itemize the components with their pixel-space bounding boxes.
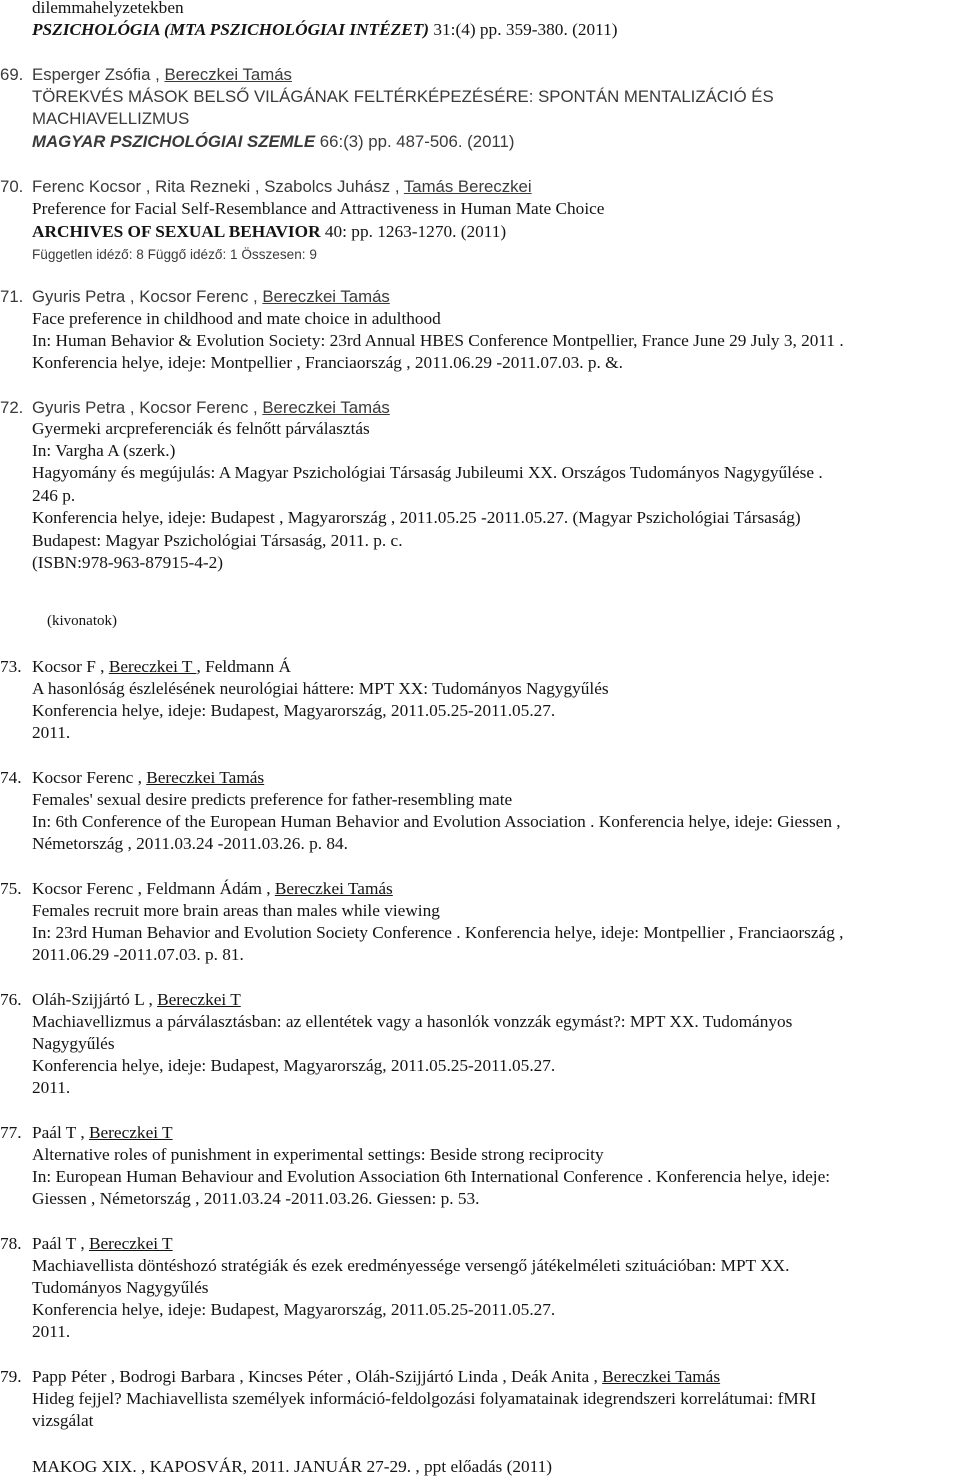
journal-details: 66:(3) pp. 487-506. (2011)	[315, 132, 515, 151]
entry-72-book: Hagyomány és megújulás: A Magyar Pszichológiai Társaság Jubileumi XX. Országos Tudományos Nagygyűlése .	[32, 463, 823, 482]
entry-69-authors	[0, 64, 292, 86]
entry-76-year: 2011.	[32, 1078, 71, 1097]
author-link[interactable]: Bereczkei T	[88, 1123, 173, 1142]
entry-71-conference: Konferencia helye, ideje: Montpellier , Franciaország , 2011.06.29 -2011.07.03. p. &.	[32, 353, 623, 372]
entry-number: 70.	[0, 177, 24, 196]
authors: Esperger Zsófia ,	[32, 65, 165, 84]
entry-75-authors	[0, 878, 393, 900]
authors: Papp Péter , Bodrogi Barbara , Kincses Péter , Oláh-Szijjártó Linda , Deák Anita ,	[32, 1367, 603, 1386]
authors: Kocsor Ferenc , Feldmann Ádám ,	[32, 879, 275, 898]
entry-number: 78.	[0, 1234, 22, 1253]
entry-number: 69.	[0, 65, 24, 84]
entry-68-journal-line	[32, 19, 618, 41]
authors: Kocsor Ferenc ,	[32, 768, 147, 787]
entry-number: 71.	[0, 287, 24, 306]
entry-69-journal-line	[32, 131, 514, 153]
journal-details: 31:(4) pp. 359-380. (2011)	[429, 20, 618, 39]
entry-78-authors	[0, 1233, 173, 1255]
entry-79-authors	[0, 1366, 721, 1388]
entry-72-isbn: (ISBN:978-963-87915-4-2)	[32, 553, 224, 572]
entry-77-in: In: European Human Behaviour and Evolution Association 6th International Conference . Konferencia helye, ideje:	[32, 1167, 831, 1186]
entry-75-in-line2: 2011.06.29 -2011.07.03. p. 81.	[32, 945, 244, 964]
entry-78-year: 2011.	[32, 1322, 71, 1341]
entry-76-authors	[0, 989, 241, 1011]
entry-number: 79.	[0, 1367, 22, 1386]
entry-68-tail: dilemmahelyzetekben	[32, 0, 184, 17]
authors: Gyuris Petra , Kocsor Ferenc ,	[32, 398, 263, 417]
entry-72-in: In: Vargha A (szerk.)	[32, 441, 176, 460]
entry-70-title: Preference for Facial Self-Resemblance and Attractiveness in Human Mate Choice	[32, 199, 605, 218]
entry-number: 77.	[0, 1123, 22, 1142]
entry-72-title: Gyermeki arcpreferenciák és felnőtt párválasztás	[32, 419, 370, 438]
authors: , Feldmann Á	[196, 657, 292, 676]
entry-71-in: In: Human Behavior & Evolution Society: 23rd Annual HBES Conference Montpellier, France June 29 July 3, 2011 .	[32, 331, 844, 350]
author-link[interactable]: Bereczkei Tamás	[164, 65, 292, 84]
entry-71-authors	[0, 286, 390, 308]
journal-name: MAGYAR PSZICHOLÓGIAI SZEMLE	[32, 132, 316, 151]
author-link[interactable]: Bereczkei Tamás	[602, 1367, 721, 1386]
authors: Paál T ,	[32, 1123, 89, 1142]
author-link[interactable]: Tamás Bereczkei	[403, 177, 532, 196]
entry-70-citations: Független idéző: 8 Függő idéző: 1 Összesen: 9	[32, 247, 317, 262]
author-link[interactable]: Bereczkei Tamás	[274, 879, 393, 898]
entry-73-year: 2011.	[32, 723, 71, 742]
entry-72-publisher: Budapest: Magyar Pszichológiai Társaság, 2011. p. c.	[32, 531, 403, 550]
entry-number: 72.	[0, 398, 24, 417]
entry-75-title: Females recruit more brain areas than males while viewing	[32, 901, 440, 920]
entry-75-in: In: 23rd Human Behavior and Evolution Society Conference . Konferencia helye, ideje: Montpellier , Franciaország ,	[32, 923, 844, 942]
author-link[interactable]: Bereczkei Tamás	[262, 287, 390, 306]
entry-70-authors	[0, 176, 532, 198]
entry-72-authors	[0, 397, 390, 419]
entry-72-conference: Konferencia helye, ideje: Budapest , Magyarország , 2011.05.25 -2011.05.27. (Magyar Pszichológiai Társaság)	[32, 508, 801, 527]
author-link[interactable]: Bereczkei T	[157, 990, 241, 1009]
authors: Gyuris Petra , Kocsor Ferenc ,	[32, 287, 263, 306]
entry-78-title-line1: Machiavellista döntéshozó stratégiák és ezek eredményessége versengő játékelméleti szituációban: MPT XX.	[32, 1256, 790, 1275]
entry-74-title: Females' sexual desire predicts preference for father-resembling mate	[32, 790, 513, 809]
entry-69-title-line1: TÖREKVÉS MÁSOK BELSŐ VILÁGÁNAK FELTÉRKÉPEZÉSÉRE: SPONTÁN MENTALIZÁCIÓ ÉS	[32, 87, 774, 106]
entry-78-conference: Konferencia helye, ideje: Budapest, Magyarország, 2011.05.25-2011.05.27.	[32, 1300, 556, 1319]
journal-details: 40: pp. 1263-1270. (2011)	[320, 222, 507, 241]
entry-73-conference: Konferencia helye, ideje: Budapest, Magyarország, 2011.05.25-2011.05.27.	[32, 701, 556, 720]
journal-name: ARCHIVES OF SEXUAL BEHAVIOR	[32, 222, 321, 241]
journal-name: PSZICHOLÓGIA (MTA PSZICHOLÓGIAI INTÉZET)	[32, 20, 430, 39]
entry-78-title-line2: Tudományos Nagygyűlés	[32, 1278, 209, 1297]
entry-74-authors	[0, 767, 265, 789]
authors: Ferenc Kocsor , Rita Rezneki , Szabolcs Juhász ,	[32, 177, 404, 196]
entry-73-authors	[0, 656, 292, 678]
entry-77-title: Alternative roles of punishment in experimental settings: Beside strong reciprocity	[32, 1145, 604, 1164]
entry-74-in-line2: Németország , 2011.03.24 -2011.03.26. p. 84.	[32, 834, 348, 853]
entry-73-title: A hasonlóság észlelésének neurológiai háttere: MPT XX: Tudományos Nagygyűlés	[32, 679, 609, 698]
entry-76-title-line1: Machiavellizmus a párválasztásban: az ellentétek vagy a hasonlók vonzzák egymást?: MPT XX. Tudományos	[32, 1012, 793, 1031]
author-link[interactable]: Bereczkei Tamás	[146, 768, 265, 787]
entry-number: 74.	[0, 768, 22, 787]
entry-77-in-line2: Giessen , Németország , 2011.03.24 -2011.03.26. Giessen: p. 53.	[32, 1189, 480, 1208]
authors: Paál T ,	[32, 1234, 89, 1253]
entry-79-venue: MAKOG XIX. , KAPOSVÁR, 2011. JANUÁR 27-29. , ppt előadás (2011)	[32, 1457, 553, 1476]
entry-79-title-line2: vizsgálat	[32, 1411, 94, 1430]
author-link[interactable]: Bereczkei Tamás	[262, 398, 390, 417]
entry-72-pages: 246 p.	[32, 486, 76, 505]
entry-number: 73.	[0, 657, 22, 676]
entry-74-in: In: 6th Conference of the European Human Behavior and Evolution Association . Konferencia helye, ideje: Giessen ,	[32, 812, 841, 831]
entry-79-title-line1: Hideg fejjel? Machiavellista személyek információ-feldolgozási folyamatainak idegrendszeri korrelátumai: fMRI	[32, 1389, 817, 1408]
entry-71-title: Face preference in childhood and mate choice in adulthood	[32, 309, 441, 328]
entry-72-note: (kivonatok)	[47, 613, 117, 629]
entry-70-journal-line	[32, 221, 506, 243]
author-link[interactable]: Bereczkei T	[108, 657, 197, 676]
entry-number: 75.	[0, 879, 22, 898]
entry-77-authors	[0, 1122, 173, 1144]
authors: Oláh-Szijjártó L ,	[32, 990, 158, 1009]
authors: Kocsor F ,	[32, 657, 109, 676]
entry-69-title-line2: MACHIAVELLIZMUS	[32, 109, 190, 128]
author-link[interactable]: Bereczkei T	[88, 1234, 173, 1253]
entry-number: 76.	[0, 990, 22, 1009]
entry-76-conference: Konferencia helye, ideje: Budapest, Magyarország, 2011.05.25-2011.05.27.	[32, 1056, 556, 1075]
entry-76-title-line2: Nagygyűlés	[32, 1034, 115, 1053]
